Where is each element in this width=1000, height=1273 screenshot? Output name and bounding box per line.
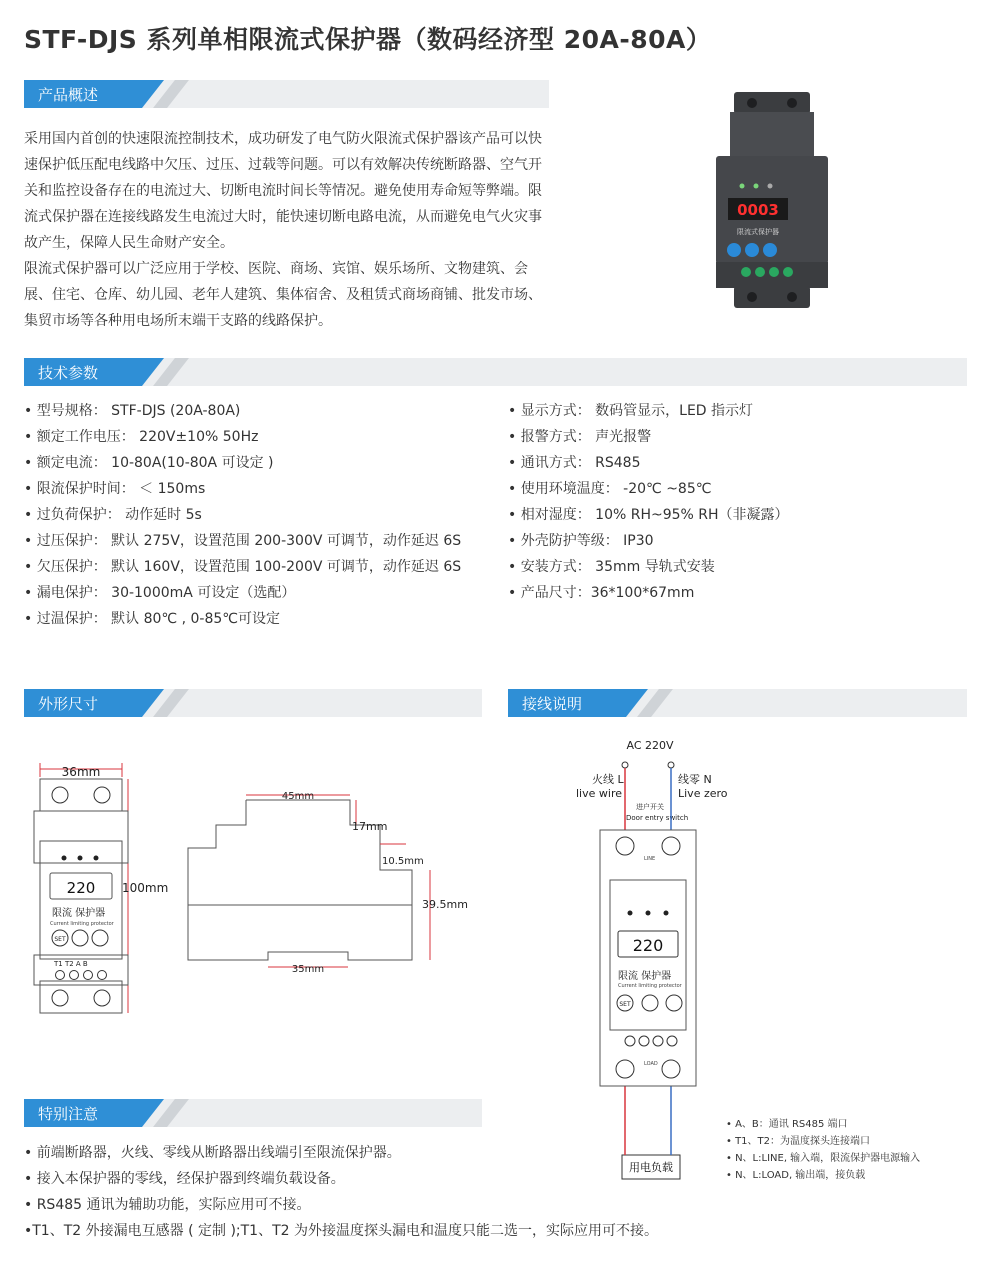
spec-item: • 欠压保护： 默认 160V，设置范围 100-200V 可调节，动作延迟 6S bbox=[24, 559, 462, 575]
note-item: • RS485 通讯为辅助功能，实际应用可不接。 bbox=[24, 1197, 311, 1213]
section-title: 技术参数 bbox=[38, 364, 99, 382]
front-label-cn: 限流 保护器 bbox=[52, 908, 106, 919]
dim-45: 45mm bbox=[281, 791, 315, 802]
spec-item: • 漏电保护： 30-1000mA 可设定（选配） bbox=[24, 585, 296, 601]
overview-paragraph: 采用国内首创的快速限流控制技术，成功研发了电气防火限流式保护器该产品可以快速保护低压配电线路中欠压、过压、过载等问题。可以有效解决传统断路器、空气开关和监控设备存在的电流过大、切断电流时间长等情况。避免使用寿命短等弊端。限流式保护器在连接线路发生电流过大时，能快速切断电路电流，从而避免电气火灾事故产生，保障人民生命财产安全。 bbox=[24, 131, 542, 251]
section-header-dimensions bbox=[24, 689, 482, 717]
section-header-notes bbox=[24, 1099, 482, 1127]
section-title: 产品概述 bbox=[38, 86, 99, 104]
live-label-cn: 火线 L bbox=[592, 773, 624, 786]
front-view-drawing bbox=[24, 755, 184, 1020]
dim-39-5: 39.5mm bbox=[422, 898, 468, 911]
switch-label-en: Door entry switch bbox=[626, 814, 689, 822]
dim-width: 36mm bbox=[61, 765, 101, 779]
spec-item: • 限流保护时间： ＜ 150ms bbox=[24, 481, 206, 497]
load-box-label: 用电负载 bbox=[629, 1161, 673, 1174]
spec-item: • 显示方式： 数码管显示，LED 指示灯 bbox=[508, 403, 754, 419]
side-view-drawing bbox=[180, 780, 480, 980]
overview-text bbox=[24, 126, 550, 334]
note-item: • 接入本保护器的零线，经保护器到终端负载设备。 bbox=[24, 1171, 345, 1187]
live-label-en: live wire bbox=[576, 787, 622, 800]
spec-item: • 外壳防护等级： IP30 bbox=[508, 533, 654, 549]
spec-item: • 额定电流： 10-80A(10-80A 可设定 ) bbox=[24, 455, 274, 471]
set-label: SET bbox=[54, 936, 66, 943]
dim-10-5: 10.5mm bbox=[382, 856, 424, 867]
section-title: 特别注意 bbox=[38, 1105, 99, 1123]
switch-label-cn: 进户开关 bbox=[636, 803, 664, 811]
photo-display: 0003 bbox=[737, 201, 779, 219]
wiring-diagram bbox=[570, 735, 730, 1185]
page-title: STF-DJS 系列单相限流式保护器（数码经济型 20A-80A） bbox=[24, 25, 712, 54]
spec-item: • 额定工作电压： 220V±10% 50Hz bbox=[24, 429, 259, 445]
spec-item: • 过负荷保护： 动作延时 5s bbox=[24, 507, 202, 523]
section-header-wiring bbox=[508, 689, 967, 717]
spec-item: • 过温保护： 默认 80℃ , 0-85℃可设定 bbox=[24, 611, 280, 627]
note-item: • 前端断路器，火线、零线从断路器出线端引至限流保护器。 bbox=[24, 1145, 401, 1161]
spec-item: • 安装方式： 35mm 导轨式安装 bbox=[508, 559, 715, 575]
notes-list bbox=[24, 1140, 658, 1244]
spec-item: • 产品尺寸：36*100*67mm bbox=[508, 585, 695, 601]
wiring-set-label: SET bbox=[619, 1001, 631, 1008]
dim-height: 100mm bbox=[122, 881, 169, 895]
front-label-en: Current limiting protector bbox=[50, 921, 114, 927]
wiring-note: • A、B：通讯 RS485 端口 bbox=[726, 1119, 848, 1130]
wiring-notes bbox=[726, 1116, 920, 1184]
section-title: 外形尺寸 bbox=[38, 695, 99, 713]
section-header-params bbox=[24, 358, 967, 386]
dim-17: 17mm bbox=[352, 820, 388, 833]
spec-item: • 通讯方式： RS485 bbox=[508, 455, 641, 471]
spec-item: • 报警方式： 声光报警 bbox=[508, 429, 652, 445]
specs-left bbox=[24, 398, 461, 632]
overview-paragraph: 限流式保护器可以广泛应用于学校、医院、商场、宾馆、娱乐场所、文物建筑、会展、住宅、仓库、幼儿园、老年人建筑、集体宿舍、及租赁式商场商铺、批发市场、集贸市场等各种用电场所末端干支路的线路保护。 bbox=[24, 261, 542, 329]
dim-35: 35mm bbox=[291, 964, 325, 975]
spec-item: • 型号规格： STF-DJS (20A-80A) bbox=[24, 403, 241, 419]
wiring-device-label-cn: 限流 保护器 bbox=[618, 971, 672, 982]
ac-label: AC 220V bbox=[626, 739, 674, 752]
zero-label-cn: 线零 N bbox=[678, 773, 712, 786]
load-label: LOAD bbox=[644, 1061, 658, 1067]
zero-label-en: Live zero bbox=[678, 787, 728, 800]
wiring-device-label-en: Current limiting protector bbox=[618, 983, 682, 989]
specs-right bbox=[508, 398, 789, 606]
spec-item: • 相对湿度： 10% RH~95% RH（非凝露） bbox=[508, 507, 789, 523]
photo-label: 限流式保护器 bbox=[737, 228, 779, 236]
wiring-note: • T1、T2：为温度探头连接端口 bbox=[726, 1136, 871, 1147]
section-header-overview bbox=[24, 80, 549, 108]
product-photo bbox=[712, 90, 832, 310]
wiring-note: • N、L:LINE, 输入端，限流保护器电源输入 bbox=[726, 1153, 921, 1164]
front-display: 220 bbox=[66, 879, 96, 897]
section-title: 接线说明 bbox=[522, 695, 583, 713]
note-item: •T1、T2 外接漏电互感器 ( 定制 );T1、T2 为外接温度探头漏电和温度只能二选一，实际应用可不接。 bbox=[24, 1223, 658, 1239]
line-label: LINE bbox=[644, 856, 656, 862]
spec-item: • 过压保护： 默认 275V，设置范围 200-300V 可调节，动作延迟 6S bbox=[24, 533, 462, 549]
terminal-labels: T1 T2 A B bbox=[54, 960, 88, 968]
wiring-note: • N、L:LOAD, 输出端，接负载 bbox=[726, 1170, 866, 1181]
spec-item: • 使用环境温度： -20℃ ~85℃ bbox=[508, 481, 712, 497]
wiring-display: 220 bbox=[632, 936, 664, 955]
